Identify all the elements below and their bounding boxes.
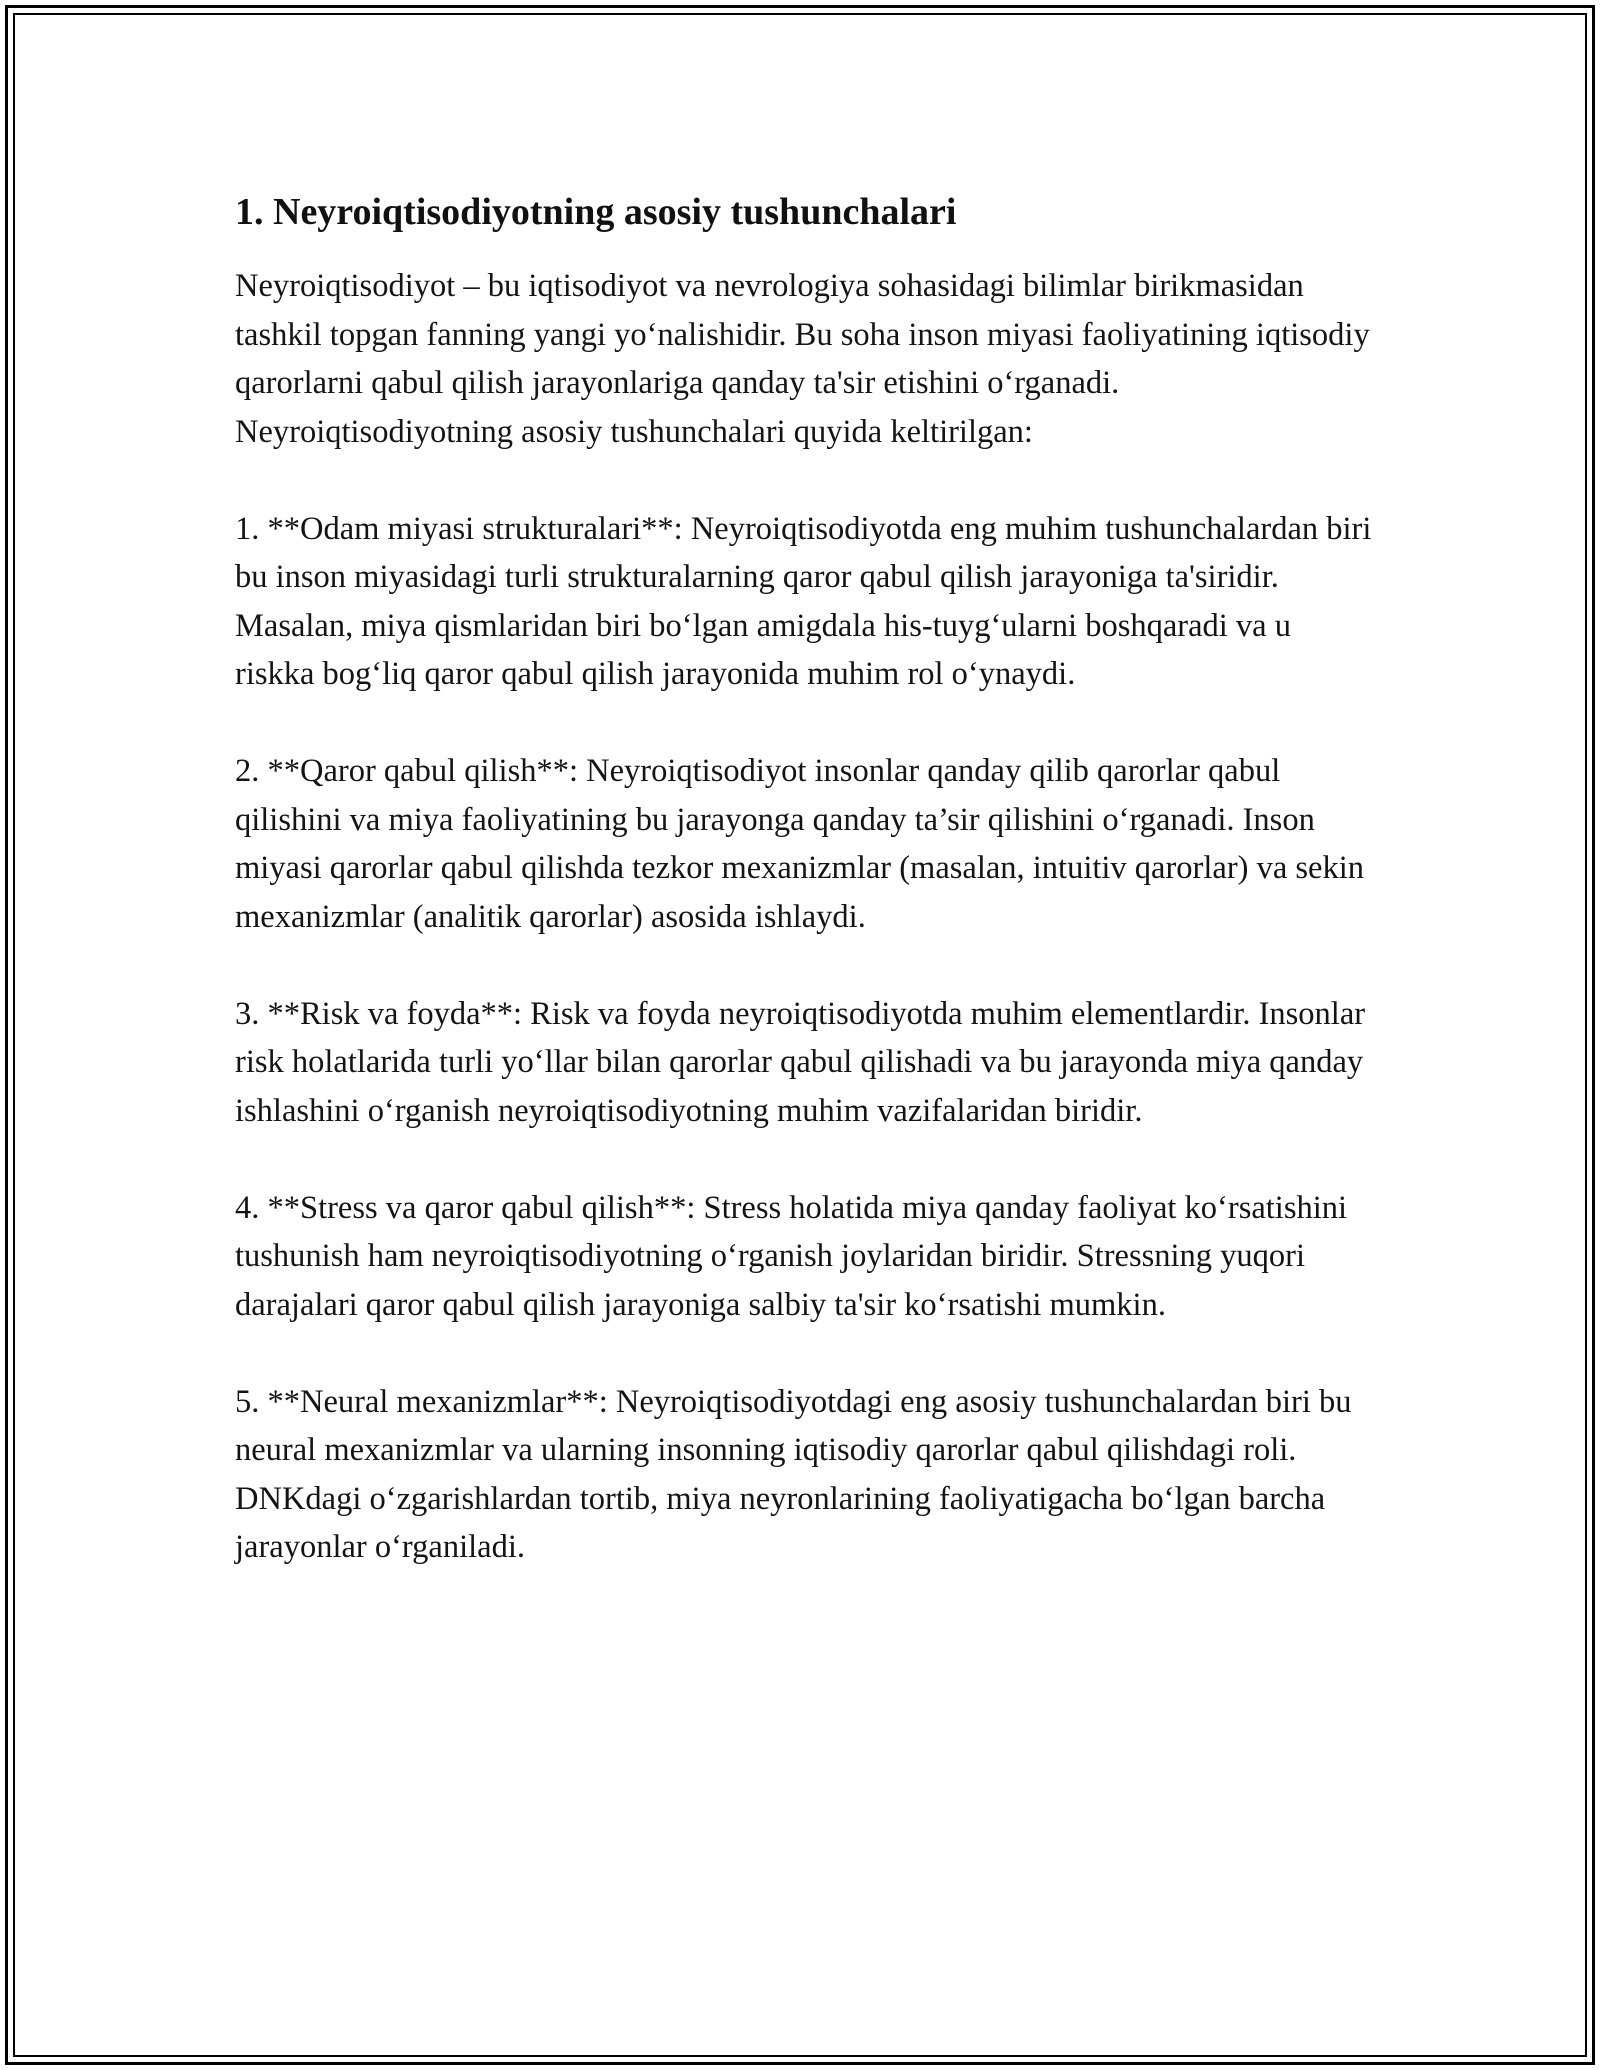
list-item-paragraph: 3. **Risk va foyda**: Risk va foyda neyroiqtisodiyotda muhim elementlardir. Insonlar risk holatlarida turli yo‘llar bilan qarorlar qabul qilishadi va bu jarayonda miya qanday ishlashini o‘rganish neyroiqtisodiyotning muhim vazifalaridan biridir.: [235, 995, 1366, 1129]
document-title: 1. Neyroiqtisodiyotning asosiy tushunchalari: [235, 191, 957, 233]
list-item-paragraph: 5. **Neural mexanizmlar**: Neyroiqtisodiyotdagi eng asosiy tushunchalardan biri bu neural mexanizmlar va ularning insonning iqtisodiy qarorlar qabul qilishdagi roli. DNKdagi o‘zgarishlardan tortib, miya neyronlarining faoliyatigacha bo‘lgan barcha jarayonlar o‘rganiladi.: [235, 1383, 1352, 1565]
list-item-paragraph: 1. **Odam miyasi strukturalari**: Neyroiqtisodiyotda eng muhim tushunchalardan biri bu inson miyasidagi turli strukturalarning qaror qabul qilish jarayoniga ta'siridir. Masalan, miya qismlaridan biri bo‘lgan amigdala his-tuyg‘ularni boshqaradi va u riskka bog‘liq qaror qabul qilish jarayonida muhim rol o‘ynaydi.: [235, 510, 1372, 692]
list-item-paragraph: 2. **Qaror qabul qilish**: Neyroiqtisodiyot insonlar qanday qilib qarorlar qabul qilishini va miya faoliyatining bu jarayonga qanday ta’sir qilishini o‘rganadi. Inson miyasi qarorlar qabul qilishda tezkor mexanizmlar (masalan, intuitiv qarorlar) va sekin mexanizmlar (analitik qarorlar) asosida ishlaydi.: [235, 753, 1364, 935]
intro-paragraph: Neyroiqtisodiyot – bu iqtisodiyot va nevrologiya sohasidagi bilimlar birikmasidan tashkil topgan fanning yangi yo‘nalishidir. Bu soha inson miyasi faoliyatining iqtisodiy qarorlarni qabul qilish jarayonlariga qanday ta'sir etishini o‘rganadi. Neyroiqtisodiyotning asosiy tushunchalari quyida keltirilgan:: [235, 268, 1370, 450]
list-item-paragraph: 4. **Stress va qaror qabul qilish**: Stress holatida miya qanday faoliyat ko‘rsatishini tushunish ham neyroiqtisodiyotning o‘rganish joylaridan biridir. Stressning yuqori darajalari qaror qabul qilish jarayoniga salbiy ta'sir ko‘rsatishi mumkin.: [235, 1189, 1348, 1323]
document-body: [235, 188, 1375, 1620]
